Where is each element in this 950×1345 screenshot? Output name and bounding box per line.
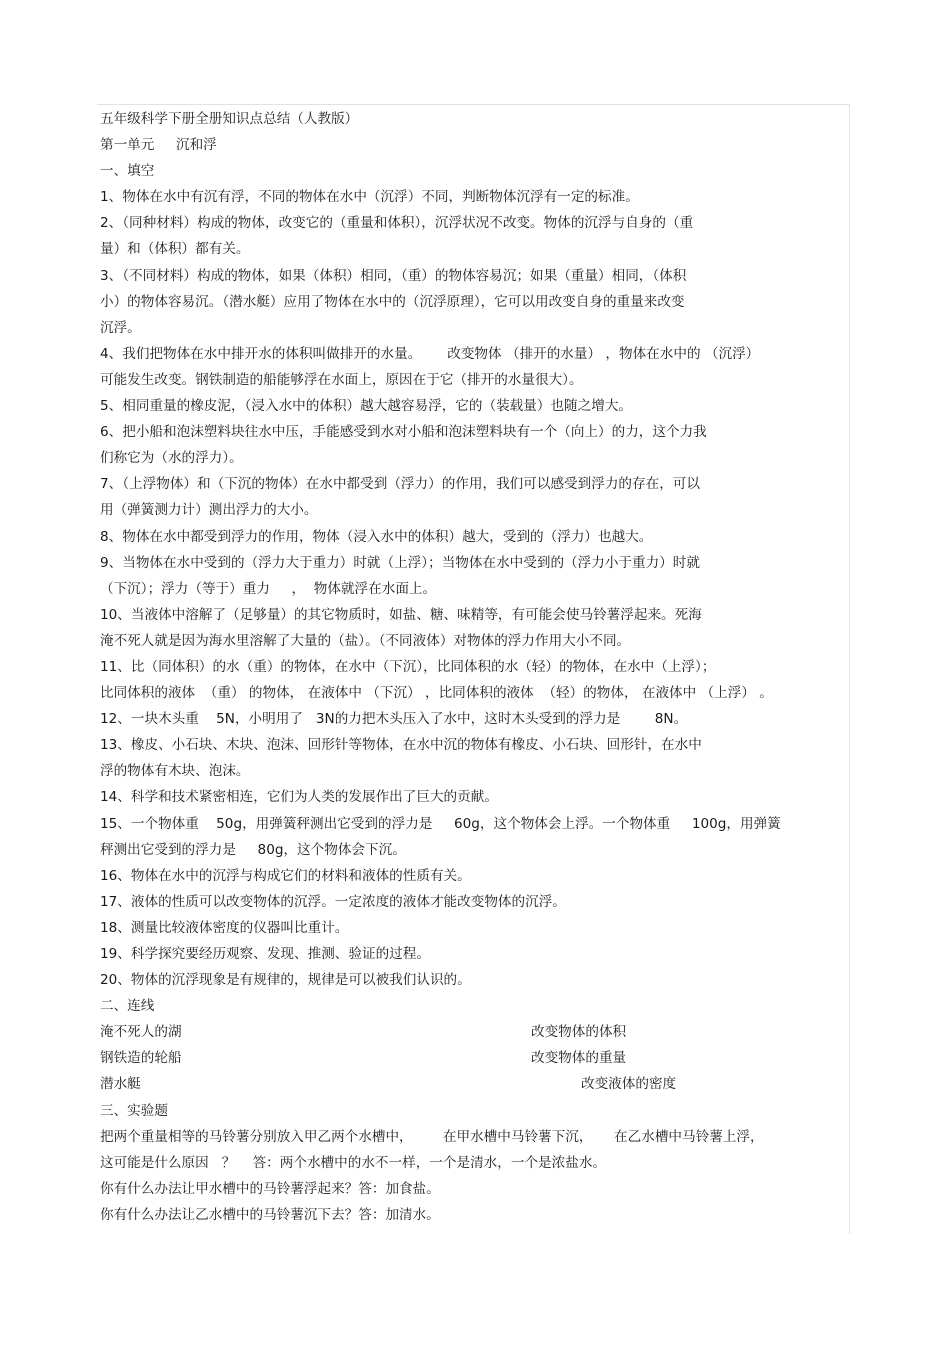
matching-left-item: 淹不死人的湖: [100, 1024, 182, 1041]
matching-left-item: 钢铁造的轮船: [100, 1050, 182, 1067]
document-body: [100, 106, 845, 1228]
fill-blank-line: 用（弹簧测力计）测出浮力的大小。: [100, 502, 318, 519]
matching-row: [100, 1045, 845, 1071]
fill-blank-line: 19、科学探究要经历观察、发现、推测、验证的过程。: [100, 946, 430, 962]
experiment-line: 你有什么办法让甲水槽中的马铃薯浮起来？答：加食盐。: [100, 1180, 440, 1197]
fill-blank-line: 浮的物体有木块、泡沫。: [100, 763, 250, 780]
matching-right-item: 改变物体的重量: [531, 1050, 627, 1067]
fill-blank-line: 量）和（体积）都有关。: [100, 241, 250, 258]
fill-blank-line: 们称它为（水的浮力）。: [100, 450, 243, 467]
section-heading-fill-blank: 一、填空: [100, 163, 155, 180]
fill-blank-line: 6、把小船和泡沫塑料块往水中压，手能感受到水对小船和泡沫塑料块有一个（向上）的力，这个力我: [100, 424, 707, 441]
fill-blank-list: [100, 184, 845, 993]
fill-blank-line: 12、一块木头重 5N，小明用了 3N的力把木头压入了水中，这时木头受到的浮力是 8N。: [100, 711, 688, 728]
fill-blank-line: 5、相同重量的橡皮泥，（浸入水中的体积）越大越容易浮，它的（装载量）也随之增大。: [100, 398, 633, 415]
experiment-line: 这可能是什么原因 ？ 答：两个水槽中的水不一样，一个是清水，一个是浓盐水。: [100, 1154, 607, 1171]
fill-blank-line: 11、比（同体积）的水（重）的物体，在水中（下沉），比同体积的水（轻）的物体，在水中（上浮）；: [100, 658, 716, 675]
fill-blank-line: 7、（上浮物体）和（下沉的物体）在水中都受到（浮力）的作用，我们可以感受到浮力的存在，可以: [100, 476, 700, 493]
fill-blank-line: 3、（不同材料）构成的物体，如果（体积）相同，（重）的物体容易沉；如果（重量）相同，（体积: [100, 267, 687, 284]
matching-right-item: 改变物体的体积: [531, 1024, 627, 1041]
matching-right-item: 改变液体的密度: [581, 1076, 677, 1093]
unit-heading: 第一单元 沉和浮: [100, 137, 217, 154]
fill-blank-line: （下沉）；浮力（等于）重力 ， 物体就浮在水面上。: [100, 580, 437, 597]
fill-blank-line: 2、（同种材料）构成的物体，改变它的（重量和体积），沉浮状况不改变。物体的沉浮与自身的（重: [100, 215, 694, 232]
fill-blank-line: 1、物体在水中有沉有浮，不同的物体在水中（沉浮）不同，判断物体沉浮有一定的标准。: [100, 189, 639, 206]
fill-blank-line: 16、物体在水中的沉浮与构成它们的材料和液体的性质有关。: [100, 867, 471, 884]
document-title: 五年级科学下册全册知识点总结（人教版）: [100, 111, 359, 127]
fill-blank-line: 淹不死人就是因为海水里溶解了大量的（盐）。（不同液体）对物体的浮力作用大小不同。: [100, 632, 631, 649]
section-heading-experiment: 三、实验题: [100, 1102, 168, 1119]
fill-blank-line: 4、我们把物体在水中排开水的体积叫做排开的水量。 改变物体 （排开的水量） ，物体在水中的 （沉浮）: [100, 345, 760, 362]
matching-list: [100, 1019, 845, 1097]
fill-blank-line: 小）的物体容易沉。（潜水艇）应用了物体在水中的（沉浮原理），它可以用改变自身的重量来改变: [100, 293, 685, 310]
experiment-list: [100, 1124, 845, 1228]
fill-blank-line: 10、当液体中溶解了（足够量）的其它物质时，如盐、糖、味精等，有可能会使马铃薯浮起来。死海: [100, 606, 702, 623]
fill-blank-line: 9、当物体在水中受到的（浮力大于重力）时就（上浮）；当物体在水中受到的（浮力小于重力）时就: [100, 554, 700, 571]
fill-blank-line: 14、科学和技术紧密相连，它们为人类的发展作出了巨大的贡献。: [100, 789, 498, 806]
fill-blank-line: 15、一个物体重 50g，用弹簧秤测出它受到的浮力是 60g，这个物体会上浮。一个物体重 100g，用弹簧: [100, 815, 781, 832]
fill-blank-line: 秤测出它受到的浮力是 80g，这个物体会下沉。: [100, 841, 406, 858]
experiment-line: 把两个重量相等的马铃薯分别放入甲乙两个水槽中， 在甲水槽中马铃薯下沉， 在乙水槽中马铃薯上浮，: [100, 1128, 764, 1145]
section-heading-matching: 二、连线: [100, 998, 155, 1015]
fill-blank-line: 8、物体在水中都受到浮力的作用，物体（浸入水中的体积）越大，受到的（浮力）也越大。: [100, 528, 653, 545]
fill-blank-line: 20、物体的沉浮现象是有规律的，规律是可以被我们认识的。: [100, 972, 471, 989]
fill-blank-line: 17、液体的性质可以改变物体的沉浮。一定浓度的液体才能改变物体的沉浮。: [100, 893, 566, 910]
fill-blank-line: 13、橡皮、小石块、木块、泡沫、回形针等物体，在水中沉的物体有橡皮、小石块、回形针，在水中: [100, 737, 702, 754]
matching-left-item: 潜水艇: [100, 1076, 141, 1093]
experiment-line: 你有什么办法让乙水槽中的马铃薯沉下去？答：加清水。: [100, 1206, 440, 1223]
fill-blank-line: 18、测量比较液体密度的仪器叫比重计。: [100, 919, 349, 936]
fill-blank-line: 比同体积的液体 （重） 的物体， 在液体中 （下沉） ，比同体积的液体 （轻）的物体， 在液体中 （上浮） 。: [100, 685, 773, 702]
fill-blank-line: 沉浮。: [100, 319, 141, 336]
matching-row: [100, 1019, 845, 1045]
fill-blank-line: 可能发生改变。钢铁制造的船能够浮在水面上，原因在于它（排开的水量很大）。: [100, 371, 583, 388]
matching-row: [100, 1071, 845, 1097]
